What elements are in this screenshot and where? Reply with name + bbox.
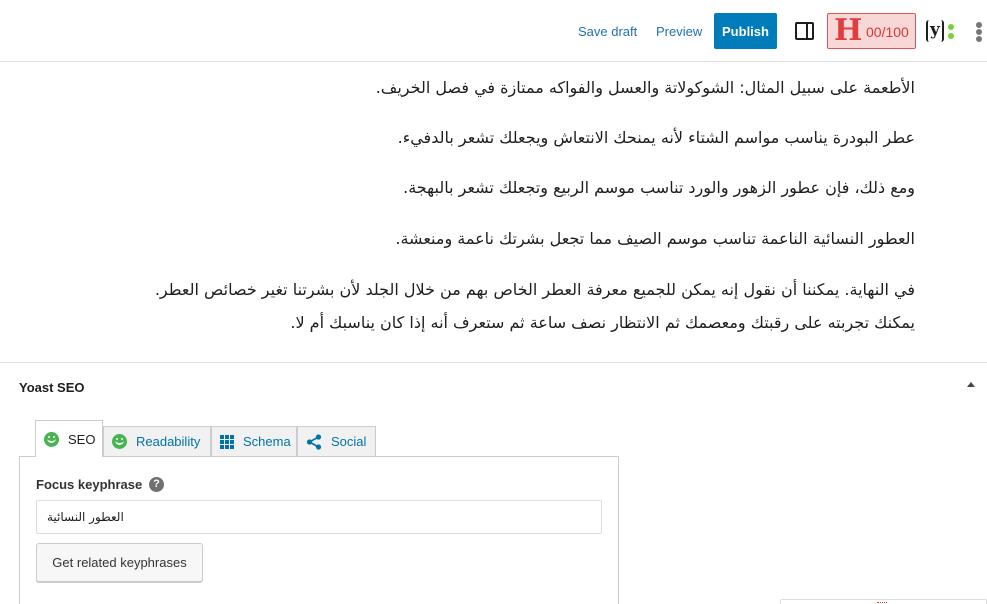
tab-social[interactable] (297, 426, 376, 456)
paragraph[interactable]: يمكنك تجربته على رقبتك ومعصمك ثم الانتظار نصف ساعة ثم ستعرف أنه إذا كان يناسبك أم لا. (290, 313, 915, 332)
paragraph[interactable]: العطور النسائية الناعمة تناسب موسم الصيف مما تجعل بشرتك ناعمة ومنعشة. (395, 229, 915, 248)
share-icon (306, 434, 322, 450)
options-dot[interactable] (976, 29, 982, 35)
help-icon[interactable]: ? (149, 477, 164, 492)
tab-schema[interactable] (211, 426, 297, 456)
options-dot[interactable] (976, 22, 982, 28)
paragraph[interactable]: في النهاية. يمكننا أن نقول إنه يمكن للجميع معرفة العطر الخاص بهم من خلال الجلد لأن بشرتنا تغير خصائص العطر. (154, 280, 915, 299)
smiley-icon (44, 432, 59, 447)
focus-keyphrase-value: العطور النسائية (47, 510, 124, 524)
tab-seo[interactable] (35, 420, 103, 457)
seo-tab-content (19, 456, 619, 604)
smiley-icon (112, 434, 127, 449)
collapse-caret-icon[interactable] (967, 382, 975, 387)
floating-widget[interactable] (780, 599, 987, 604)
publish-button[interactable]: Publish (714, 13, 777, 49)
yoast-status-dot (948, 24, 954, 30)
paragraph[interactable]: ومع ذلك، فإن عطور الزهور والورد تناسب موسم الربيع وتجعلك تشعر بالبهجة. (403, 178, 915, 197)
headline-score-value: 00/100 (866, 24, 909, 40)
save-draft-button[interactable]: Save draft (578, 24, 638, 39)
editor-toolbar (0, 0, 987, 62)
headline-score-button[interactable] (827, 13, 916, 49)
sidebar-toggle-icon[interactable] (795, 22, 814, 40)
yoast-status-dot (948, 33, 954, 39)
tab-label: SEO (68, 431, 96, 447)
headline-logo-icon: H (834, 13, 863, 48)
paragraph[interactable]: الأطعمة على سبيل المثال: الشوكولاتة والعسل والفواكه ممتازة في فصل الخريف. (375, 78, 915, 97)
focus-keyphrase-label: Focus keyphrase (36, 477, 143, 492)
yoast-logo-icon[interactable]: y (926, 20, 944, 42)
tab-label: Social (331, 434, 367, 449)
focus-keyphrase-input[interactable] (36, 500, 602, 534)
paragraph[interactable]: عطر البودرة يناسب مواسم الشتاء لأنه يمنحك الانتعاش ويجعلك تشعر بالدفيء. (397, 128, 915, 147)
grid-icon (220, 435, 235, 449)
tab-readability[interactable] (103, 426, 211, 456)
tab-label: Readability (136, 434, 201, 449)
tab-label: Schema (243, 434, 291, 449)
preview-button[interactable]: Preview (656, 24, 703, 39)
yoast-seo-panel (0, 362, 987, 604)
options-dot[interactable] (976, 36, 982, 42)
get-related-keyphrases-button[interactable]: Get related keyphrases (36, 543, 203, 582)
panel-title[interactable]: Yoast SEO (19, 380, 85, 395)
